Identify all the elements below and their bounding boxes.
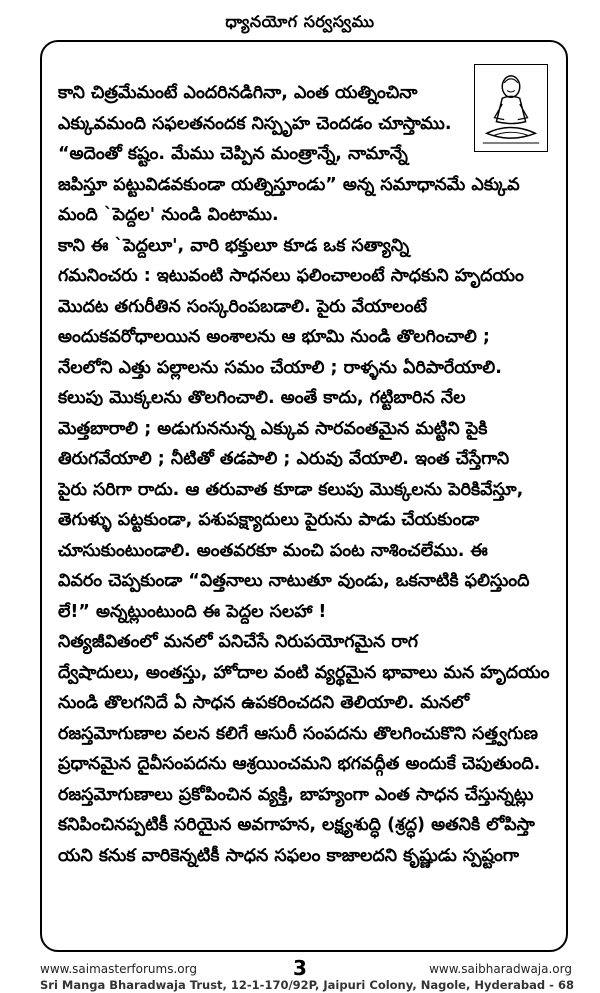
text-line: మొదట తగురీతిన సంస్కరింపబడాలి. పైరు వేయాలంటే [58,296,428,317]
text-line: మెత్తబారాలి ; అడుగుననున్న ఎక్కువ సారవంతమైన మట్టిని పైకి [58,418,488,439]
book-title: ధ్యానయోగ సర్వస్వము [225,12,375,31]
text-line: రజస్తమోగుణాల వలన కలిగే ఆసురీ సంపదను తొలగించుకొని సత్త్వగుణ [58,723,538,744]
text-line: కనిపించినప్పటికీ సరియైన అవగాహన, లక్ష్యశుద్ధి (శ్రద్ధ) అతనికి లోపిస్తా [58,815,535,835]
text-line: తిరుగవేయాలి ; నీటితో తడపాలి ; ఎరువు వేయాలి. ఇంత చేస్తేగాని [58,449,510,469]
footer-left-url[interactable]: www.saimasterforums.org [40,962,197,976]
text-line: ద్వేషాదులు, అంతస్తు, హోదాల వంటి వ్యర్థమైన భావాలు మన హృదయం [58,662,550,683]
text-line: అందుకవరోధాలయిన అంశాలను ఆ భూమి నుండి తొలగించాలి ; [58,327,490,347]
footer-right-url[interactable]: www.saibharadwaja.org [429,962,572,976]
text-line: చూసుకుంటుండాలి. అంతవరకూ మంచి పంట నాశించలేము. ఈ [58,540,488,561]
text-line: నుండి తొలగనిదే ఏ సాధన ఉపకరించదని తెలియాలి. మనలో [58,693,470,713]
page-number: 3 [293,956,307,980]
text-line: మంది `పెద్దల' నుండి వింటాము. [58,205,279,225]
text-line: గమనించరు : ఇటువంటి సాధనలు ఫలించాలంటే సాధకుని హృదయం [58,266,524,286]
text-line: నిత్యజీవితంలో మనలో పనిచేసే నిరుపయోగమైన రాగ [58,632,418,652]
text-line: యని కనుక వారికెన్నటికీ సాధన సఫలం కాజాలదని కృష్ణుడు స్పష్టంగా [58,845,520,866]
footer-address: Sri Manga Bharadwaja Trust, 12-1-170/92P, Jaipuri Colony, Nagole, Hyderabad - 68 [40,978,574,992]
text-line: కాని ఈ `పెద్దలూ', వారి భక్తులూ కూడ ఒక సత్యాన్ని [58,235,410,256]
text-line: “అదెంతో కష్టం. మేము చెప్పిన మంత్రాన్నే, నామాన్నే [58,144,408,164]
text-line: కాని చిత్రమేమంటే ఎందరినడిగినా, ఎంత యత్నించినా [58,83,418,103]
text-line: వివరం చెప్పకుండా “విత్తనాలు నాటుతూ వుండు, ఒకనాటికి ఫలిస్తుంది [58,571,530,591]
text-line: తెగుళ్ళు పట్టకుండా, పశుపక్ష్యాదులు పైరును పాడు చేయకుండా [58,510,480,530]
text-line: లే!” అన్నట్లుంటుంది ఈ పెద్దల సలహా ! [58,601,327,622]
text-line: నేలలోని ఎత్తు పల్లాలను సమం చేయాలి ; రాళ్ళను ఏరిపారేయాలి. [58,357,502,378]
text-line: జపిస్తూ పట్టువిడవకుండా యత్నిస్తూండు” అన్న సమాధానమే ఎక్కువ [58,174,520,195]
text-line: ప్రధానమైన దైవీసంపదను ఆశ్రయించమని భగవద్గీత అందుకే చెపుతుంది. [58,754,541,774]
body-text [58,78,550,871]
text-line: రజస్తమోగుణాలు ప్రకోపించిన వ్యక్తి, బాహ్యంగా ఎంత సాధన చేస్తున్నట్లు [58,784,534,805]
text-line: పైరు సరిగా రాదు. ఆ తరువాత కూడా కలుపు మొక్కలను పెరికివేస్తూ, [58,479,524,500]
text-line: ఎక్కువమంది సఫలతనందక నిస్పృహ చెందడం చూస్తాము. [58,113,452,134]
text-line: కలుపు మొక్కలను తొలగించాలి. అంతే కాదు, గట్టిబారిన నేల [58,388,466,408]
